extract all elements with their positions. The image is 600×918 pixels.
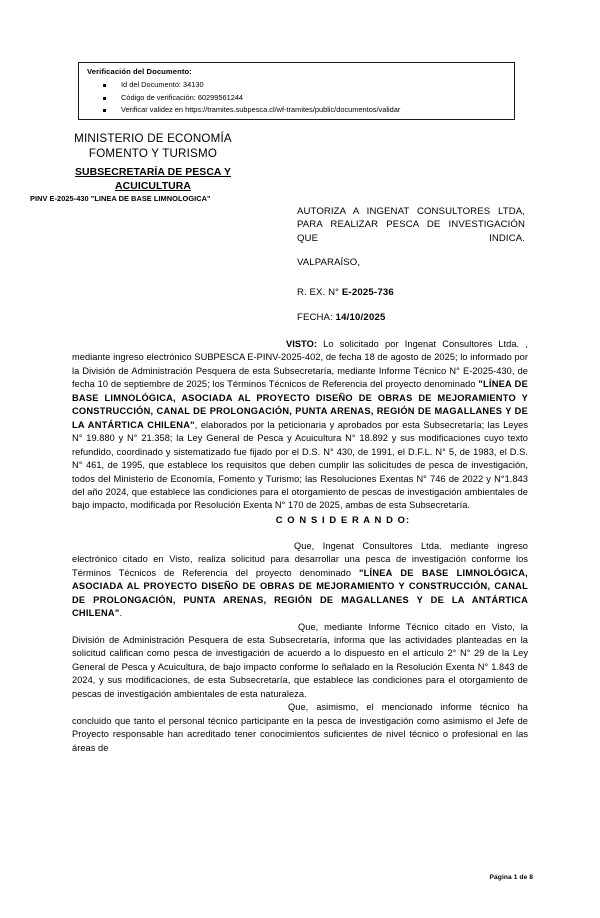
resolution-number-label: R. EX. N° <box>297 287 340 299</box>
ministry-letterhead <box>28 131 278 161</box>
page-footer <box>0 874 533 881</box>
project-code-label: PINV E-2025-430 "LINEA DE BASE LIMNOLOGICA" <box>30 194 211 203</box>
resolution-subject: AUTORIZA A INGENAT CONSULTORES LTDA, PARA REALIZAR PESCA DE INVESTIGACIÓN QUE INDICA. <box>297 206 525 244</box>
paragraph-considerando-2 <box>72 621 528 702</box>
considerando-2-text: Que, mediante Informe Técnico citado en Visto, la División de Administración Pesquera de esta Subsecretaría, informa que las actividades planteadas en la solicitud califican como pesca de investigación de acuerdo a lo dispuesto en el artículo 2° N° 29 de la Ley General de Pesca y Acuicultura, de bajo impacto conforme lo señalado en la Resolución Exenta N° 1.843 de 2024, y sus modificaciones, de esta Subsecretaría, que establece las condiciones para el otorgamiento de pescas de investigación ambientales de esta naturaleza. <box>72 621 528 699</box>
resolution-header-block <box>297 205 525 323</box>
verification-item-code: Código de verificación: 60299561244 <box>87 92 400 105</box>
document-verification-box <box>78 62 515 120</box>
ministry-line-1: MINISTERIO DE ECONOMÍA <box>74 132 232 145</box>
verification-item-document-id: Id del Documento: 34130 <box>87 79 400 92</box>
visto-label: VISTO: <box>286 339 317 349</box>
considerando-heading: C O N S I D E R A N D O: <box>275 513 411 525</box>
subsecretaria-line-2: ACUICULTURA <box>115 180 191 192</box>
subsecretaria-letterhead <box>28 166 278 193</box>
visto-text-part-2: , elaborados por la peticionaria y aprobados por esta Subsecretaría; las Leyes N° 19.880 y N° 21.358; la Ley General de Pesca y Acuicultura N° 18.892 y sus modificaciones cuyo texto refundido, coordinado y sistematizado fue fijado por el D.S. N° 430, de 1991, el D.F.L. N° 5, de 1983, el D.S. N° 461, de 1995, que establece los requisitos que deben cumplir las solicitudes de pesca de investigación, todos del Ministerio de Economía, Fomento y Turismo; las Resoluciones Exentas N° 746 de 2022 y N°1.843 del año 2024, que establece las condiciones para el otorgamiento de pescas de investigación ambientales de bajo impacto, modificada por Resolución Exenta N° 170 de 2025, ambas de esta Subsecretaría. <box>72 419 529 511</box>
resolution-date-line <box>297 312 525 323</box>
paragraph-visto <box>72 338 528 513</box>
verification-box-title: Verificación del Documento: <box>87 67 192 76</box>
document-body <box>72 338 528 755</box>
subsecretaria-line-1: SUBSECRETARÍA DE PESCA Y <box>75 167 231 178</box>
project-title-considerando: "LÍNEA DE BASE LIMNOLÓGICA, ASOCIADA AL PROYECTO DISEÑO DE OBRAS DE MEJORAMIENTO Y CONSTRUCCIÓN, CANAL DE PROLONGACIÓN, PUNTA ARENAS, REGIÓN DE MAGALLANES Y DE LA ANTÁRTICA CHILENA" <box>72 567 528 619</box>
verification-item-url: Verificar validez en https://tramites.subpesca.cl/wf-tramites/public/documentos/validar <box>87 104 400 117</box>
project-title-visto: "LÍNEA DE BASE LIMNOLÓGICA, ASOCIADA AL PROYECTO DISEÑO DE OBRAS DE MEJORAMIENTO Y CONSTRUCCIÓN, CANAL DE PROLONGACIÓN, PUNTA ARENAS, REGIÓN DE MAGALLANES Y DE LA ANTÁRTICA CHILENA" <box>72 379 528 430</box>
paragraph-considerando-3 <box>72 701 528 755</box>
resolution-number-line <box>297 287 525 298</box>
resolution-city: VALPARAÍSO, <box>297 257 361 269</box>
paragraph-considerando-1 <box>72 540 528 621</box>
ministry-line-2: FOMENTO Y TURISMO <box>88 147 218 160</box>
body-spacer-1 <box>72 526 528 539</box>
considerando-1-text-part-2: . <box>119 608 123 619</box>
resolution-date-label: FECHA: <box>297 312 333 324</box>
visto-text-part-1: Lo solicitado por Ingenat Consultores Ltda. , mediante ingreso electrónico SUBPESCA E-PINV-2025-402, de fecha 18 de agosto de 2025; lo informado por la División de Administración Pesquera de esta Subsecretaría, mediante Informe Técnico N° E-2025-430, de fecha 10 de septiembre de 2025; los Términos Técnicos de Referencia del proyecto denominado <box>72 339 528 390</box>
considerando-1-text-part-1: Que, Ingenat Consultores Ltda. mediante ingreso electrónico citado en Visto, realiza solicitud para desarrollar una pesca de investigación conforme los Términos Técnicos de Referencia del proyecto denominado <box>72 540 528 578</box>
page-number-label: Página 1 de 8 <box>489 874 533 881</box>
resolution-number-value: E-2025-736 <box>341 287 394 299</box>
verification-items-list <box>87 79 400 117</box>
considerando-3-text: Que, asimismo, el mencionado informe técnico ha concluido que tanto el personal técnico participante en la pesca de investigación como asimismo el Jefe de Proyecto responsable han acreditado tener conocimientos suficientes de nivel técnico o profesional en las áreas de <box>72 702 528 753</box>
resolution-date-value: 14/10/2025 <box>335 312 386 324</box>
